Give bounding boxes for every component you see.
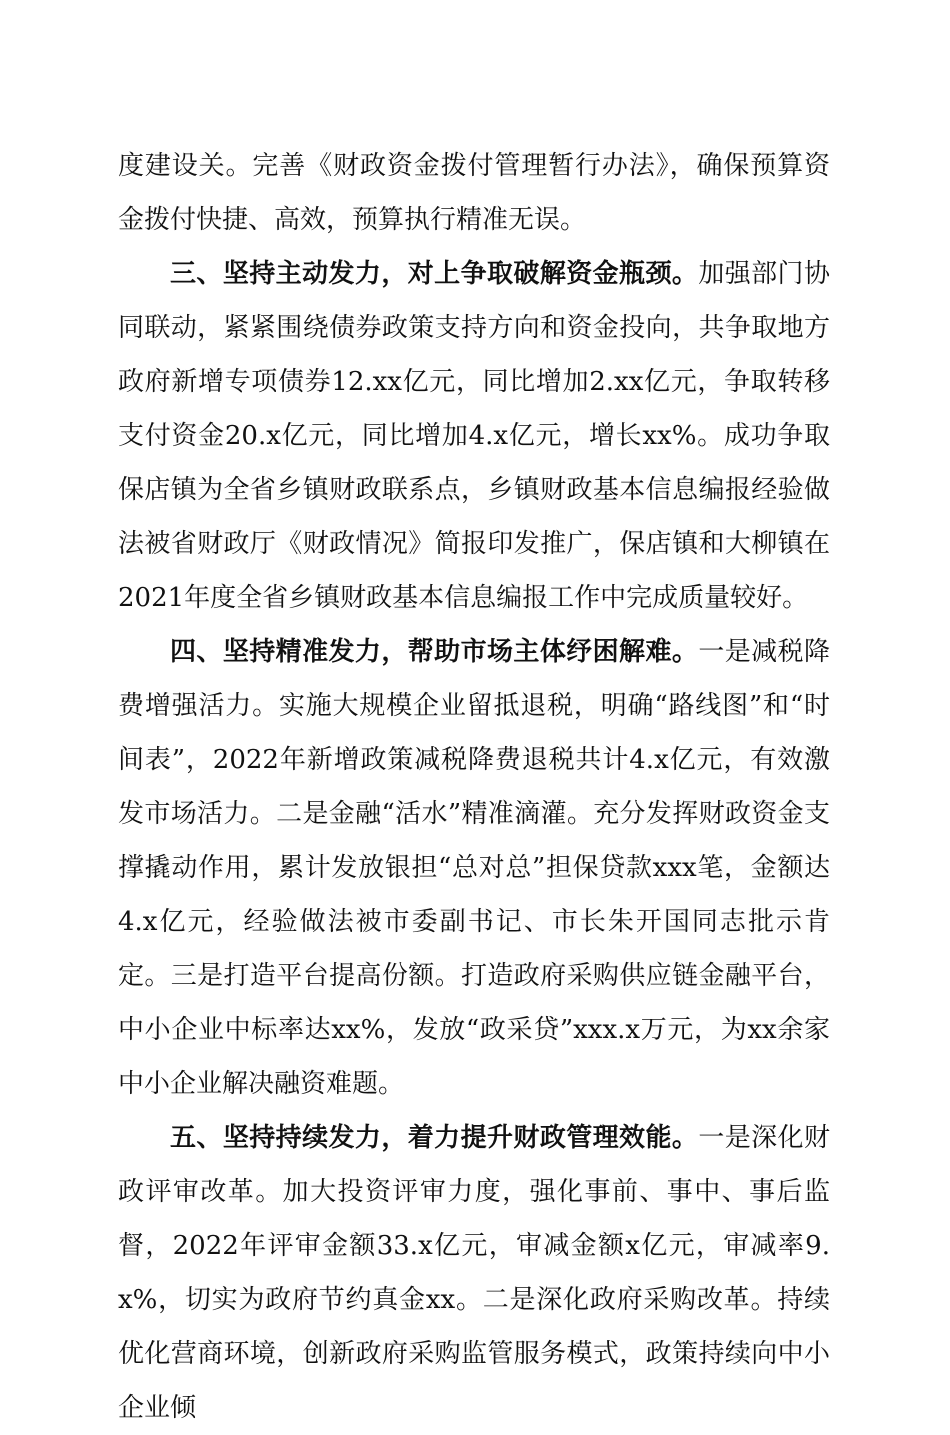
paragraph-text: 一是深化财政评审改革。加大投资评审力度，强化事前、事中、事后监督，2022年评审金额33.x亿元，审减金额x亿元，审减率9.x%，切实为政府节约真金xx。二是深化政府采购改革。持续优化营商环境，创新政府采购监管服务模式，政策持续向中小企业倾 [118, 1123, 830, 1423]
paragraph-section-3 [118, 247, 830, 625]
document-body [118, 139, 830, 1435]
paragraph-text: 加强部门协同联动，紧紧围绕债券政策支持方向和资金投向，共争取地方政府新增专项债券12.xx亿元，同比增加2.xx亿元，争取转移支付资金20.x亿元，同比增加4.x亿元，增长xx%。成功争取保店镇为全省乡镇财政联系点，乡镇财政基本信息编报经验做法被省财政厅《财政情况》简报印发推广，保店镇和大柳镇在2021年度全省乡镇财政基本信息编报工作中完成质量较好。 [118, 259, 830, 613]
paragraph-section-4 [118, 625, 830, 1111]
paragraph-section-5 [118, 1111, 830, 1435]
section-heading: 四、坚持精准发力，帮助市场主体纾困解难。 [170, 637, 699, 667]
section-heading: 三、坚持主动发力，对上争取破解资金瓶颈。 [170, 259, 699, 289]
paragraph-text: 一是减税降费增强活力。实施大规模企业留抵退税，明确“路线图”和“时间表”，2022年新增政策减税降费退税共计4.x亿元，有效激发市场活力。二是金融“活水”精准滴灌。充分发挥财政资金支撑撬动作用，累计发放银担“总对总”担保贷款xxx笔，金额达4.x亿元，经验做法被市委副书记、市长朱开国同志批示肯定。三是打造平台提高份额。打造政府采购供应链金融平台，中小企业中标率达xx%，发放“政采贷”xxx.x万元，为xx余家中小企业解决融资难题。 [118, 637, 830, 1099]
paragraph-text: 度建设关。完善《财政资金拨付管理暂行办法》，确保预算资金拨付快捷、高效，预算执行精准无误。 [118, 151, 830, 235]
section-heading: 五、坚持持续发力，着力提升财政管理效能。 [170, 1123, 699, 1153]
paragraph-continuation [118, 139, 830, 247]
